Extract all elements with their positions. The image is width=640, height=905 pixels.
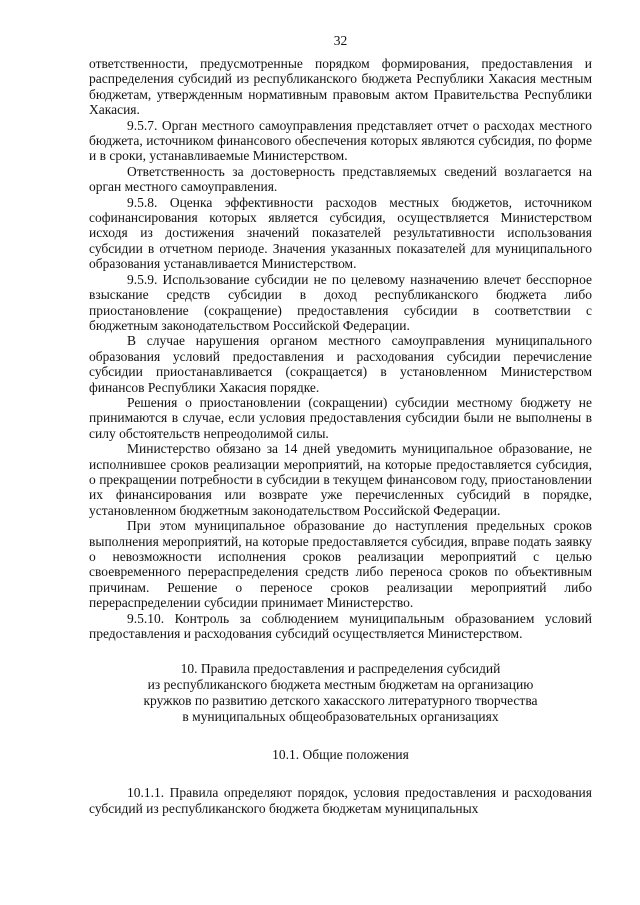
section-heading-line: 10. Правила предоставления и распределения субсидий (180, 661, 501, 677)
body-text (89, 56, 592, 641)
section-heading-line: кружков по развитию детского хакасского литературного творчества (143, 693, 538, 709)
paragraph: Ответственность за достоверность представляемых сведений возлагается на орган местного самоуправления. (89, 163, 592, 195)
paragraph: ответственности, предусмотренные порядком формирования, предоставления и распределения субсидий из республиканского бюджета Республики Хакасия местным бюджетам, утвержденным нормативным правовым актом Правительства Республики Хакасия. (89, 56, 592, 118)
body-text-tail (89, 785, 592, 816)
section-heading-line: из республиканского бюджета местным бюджетам на организацию (147, 677, 534, 693)
paragraph: В случае нарушения органом местного самоуправления муниципального образования условий предоставления и расходования субсидии перечисление субсидии приостанавливается (сокращается) в установленном Министерством финансов Республики Хакасия порядке. (89, 333, 592, 395)
paragraph: 9.5.8. Оценка эффективности расходов местных бюджетов, источником софинансирования которых является субсидия, осуществляется Министерством исходя из достижения значений показателей результативности использования субсидии в отчетном периоде. Значения указанных показателей для муниципального образования устанавливается Министерством. (89, 194, 592, 272)
paragraph: Решения о приостановлении (сокращении) субсидии местному бюджету не принимаются в случае, если условия предоставления субсидии были не выполнены в силу обстоятельств непреодолимой силы. (89, 394, 592, 441)
paragraph: Министерство обязано за 14 дней уведомить муниципальное образование, не исполнившее сроков реализации мероприятий, на которые предоставляется субсидия, о прекращении потребности в субсидии в текущем финансовом году, приостановлении их финансирования или возврате уже перечисленных субсидий в порядке, установленном бюджетным законодательством Российской Федерации. (89, 441, 592, 518)
section-heading-line: в муниципальных общеобразовательных организациях (182, 709, 499, 725)
page-number: 32 (333, 33, 348, 48)
paragraph: 10.1.1. Правила определяют порядок, условия предоставления и расходования субсидий из республиканского бюджета бюджетам муниципальных (89, 785, 592, 816)
paragraph: 9.5.9. Использование субсидии не по целевому назначению влечет бесспорное взыскание средств субсидии в доход республиканского бюджета либо приостановление (сокращение) предоставления субсидии в соответствии с бюджетным законодательством Российской Федерации. (89, 271, 592, 333)
paragraph: При этом муниципальное образование до наступления предельных сроков выполнения мероприятий, на которые предоставляется субсидия, вправе подать заявку о невозможности исполнения сроков реализации мероприятий с целью своевременного перераспределения средств либо переноса сроков по объективным причинам. Решение о переносе сроков реализации мероприятий либо перераспределении субсидии принимает Министерство. (89, 518, 592, 611)
subsection-heading: 10.1. Общие положения (272, 747, 409, 763)
section-heading (89, 661, 592, 725)
paragraph: 9.5.10. Контроль за соблюдением муниципальным образованием условий предоставления и расходования субсидий осуществляется Министерством. (89, 610, 592, 642)
paragraph: 9.5.7. Орган местного самоуправления представляет отчет о расходах местного бюджета, источником финансового обеспечения которых являются субсидия, по форме и в сроки, устанавливаемые Министерством. (89, 117, 592, 164)
